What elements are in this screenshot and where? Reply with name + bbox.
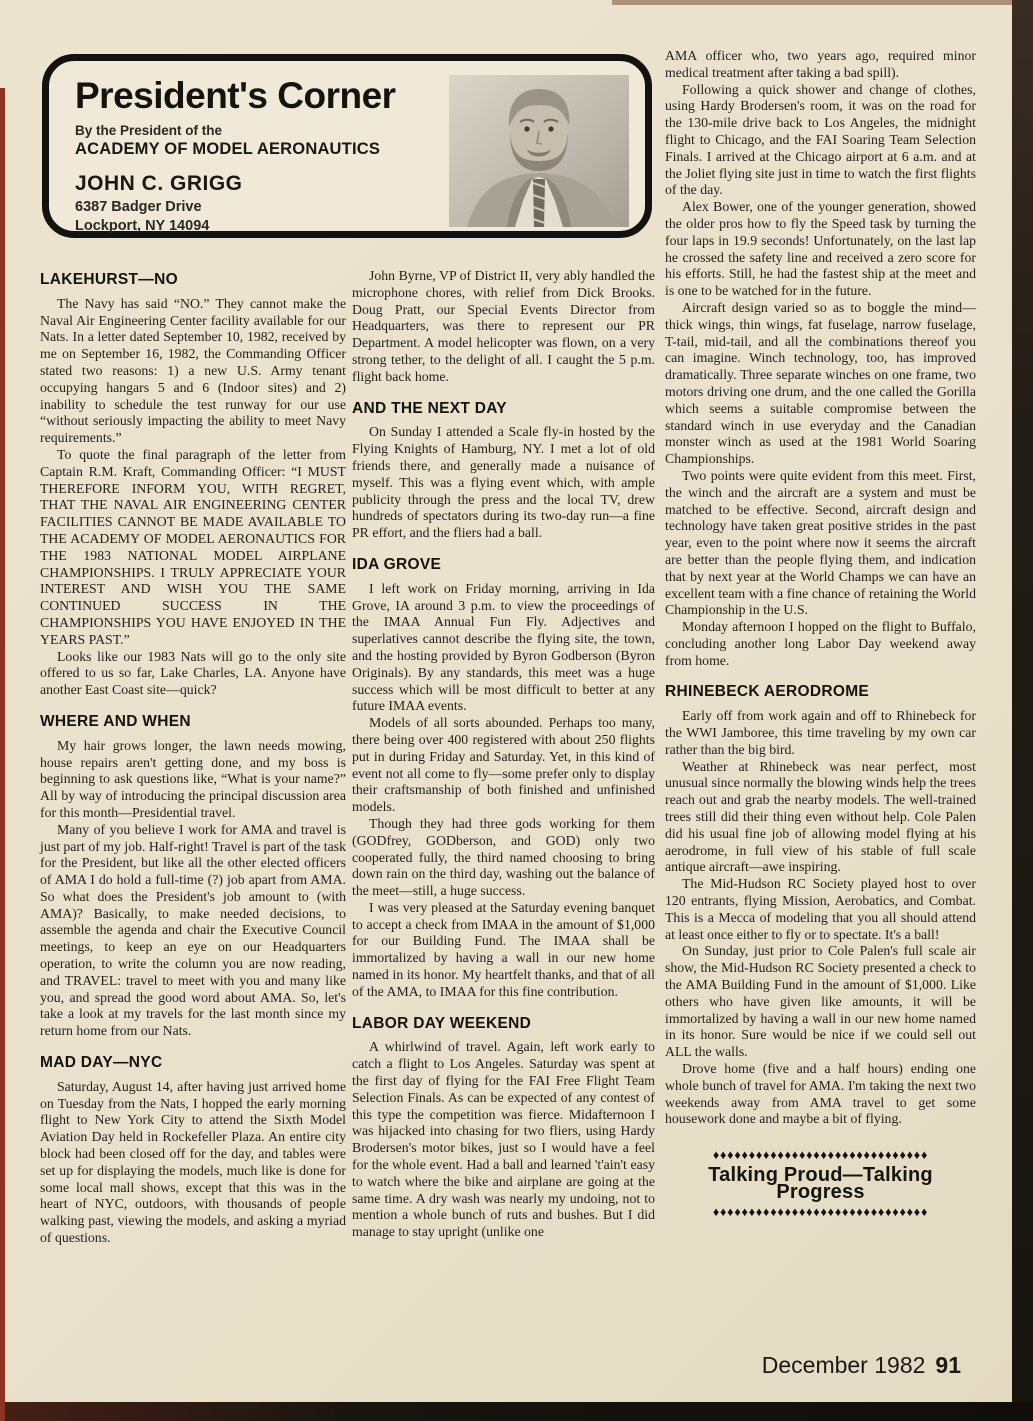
paragraph: John Byrne, VP of District II, very ably handled the microphone chores, with relief from Dick Brooks. Doug Pratt, our Special Events Director from Headquarters, was there to represent our PR Department. A model helicopter was flown, on a very strong tether, to the delight of all. I caught the 5 p.m. flight back home.	[352, 268, 655, 384]
diamond-separator-top: ♦♦♦♦♦♦♦♦♦♦♦♦♦♦♦♦♦♦♦♦♦♦♦♦♦♦♦♦♦♦	[712, 1148, 929, 1163]
slogan-block	[665, 1148, 976, 1219]
section-heading-and-the-next-day: AND THE NEXT DAY	[352, 399, 507, 417]
issue-date: December 1982	[761, 1352, 926, 1378]
page-number: 91	[935, 1352, 961, 1378]
section-heading-ida-grove: IDA GROVE	[352, 555, 442, 573]
paragraph: Early off from work again and off to Rhinebeck for the WWI Jamboree, this time traveling by my own car rather than the big bird.	[665, 708, 976, 757]
paragraph: I left work on Friday morning, arriving in Ida Grove, IA around 3 p.m. to view the proceedings of the IMAA Annual Fun Fly. Adjectives and superlatives cannot describe the flying site, the town, and the hosting provided by Byron Godberson (Byron Originals). By any standards, this meet was a huge success which will be most difficult to better at any future IMAA events.	[352, 580, 655, 714]
scan-edge-top	[612, 0, 1012, 5]
text-column-2	[352, 268, 655, 1241]
paragraph-continuation: AMA officer who, two years ago, required minor medical treatment after taking a bad spill).	[665, 48, 976, 80]
paragraph: The Mid-Hudson RC Society played host to over 120 entrants, flying Mission, Aerobatics, and Combat. This is a Mecca of modeling that you all should attend at least once either to fly or to spectate. It's a ball!	[665, 876, 976, 942]
scan-edge-bottom	[0, 1402, 1033, 1421]
paragraph: On Sunday, just prior to Cole Palen's full scale air show, the Mid-Hudson RC Society presented a check to the AMA Building Fund in the amount of $1,000. Like others who have given like amounts, it will be immortalized by having a wall in our new home named in its honor. Sure would be nice if we could sell out ALL the walls.	[665, 943, 976, 1060]
presidents-corner-masthead	[42, 54, 652, 238]
author-photo	[449, 75, 629, 227]
paragraph: Aircraft design varied so as to boggle the mind—thick wings, thin wings, fat fuselage, narrow fuselage, T-tail, mid-tail, and all the combinations thereof you can imagine. Winch technology, too, has improved dramatically. Three separate winches on one frame, two motors driving one drum, and the one called the Gorilla which seems a suitable compromise between the standard winch in use everyday and the Canadian monster winch as used at the 1981 World Soaring Championships.	[665, 299, 976, 467]
article-title: President's Corner	[75, 75, 396, 116]
scan-edge-right	[1012, 0, 1033, 1421]
scan-edge-left	[0, 88, 5, 1421]
paragraph: Drove home (five and a half hours) ending one whole bunch of travel for AMA. I'm taking the next two weekends away from AMA travel to get some housework done and maybe a bit of flying.	[665, 1061, 976, 1127]
paragraph: Weather at Rhinebeck was near perfect, most unusual since normally the blowing winds help the trees reach out and grab the nearby models. The well-trained trees still did their thing even without help. Cole Palen did his usual fine job of allowing model flying at his aerodrome, in full view of his stable of full scale antique aircraft—awe inspiring.	[665, 758, 976, 875]
section-heading-where-and-when: WHERE AND WHEN	[40, 712, 191, 730]
paragraph: On Sunday I attended a Scale fly-in hosted by the Flying Knights of Hamburg, NY. I met a lot of old friends there, and generally made a nuisance of myself. This was a flying event which, with ample publicity through the press and the local TV, drew hundreds of spectators during its two-day run—a fine PR effort, and the fliers had a ball.	[352, 424, 655, 541]
paragraph: Monday afternoon I hopped on the flight to Buffalo, concluding another long Labor Day weekend away from home.	[665, 619, 976, 668]
page-footer	[762, 1352, 961, 1379]
paragraph: My hair grows longer, the lawn needs mowing, house repairs aren't getting done, and my boss is beginning to ask questions like, “What is your name?” All by way of introducing the principal discussion area for this month—Presidential travel.	[40, 737, 346, 820]
section-heading-lakehurst: LAKEHURST—NO	[40, 271, 178, 288]
byline-line1: By the President of the	[75, 123, 223, 138]
paragraph: Many of you believe I work for AMA and travel is just part of my job. Half-right! Travel is part of the task for the President, but like all the other elected officers of AMA I do hold a full-time (?) job apart from AMA. So what does the President's job amount to (with AMA)? Basically, to make needed decisions, to assemble the agenda and chair the Executive Council meetings, to keep an eye on our Headquarters operation, to write the column you are now reading, and TRAVEL: travel to meet with you and many like you, and spread the good word about AMA. So, let's take a look at my travels for the last month since my return home from our Nats.	[40, 821, 346, 1039]
paragraph: The Navy has said “NO.” They cannot make the Naval Air Engineering Center facility available for our Nats. In a letter dated September 10, 1982, received by me on September 16, 1982, the Commanding Officer stated two reasons: 1) a new U.S. Army tenant occupying hangars 5 and 6 (Indoor sites) and 2) inability to schedule the test runway for our use “without seriously impacting the ability to meet Navy requirements.”	[40, 295, 346, 446]
paragraph: Models of all sorts abounded. Perhaps too many, there being over 400 registered with about 250 flights put in during Friday and Saturday. Yet, in this kind of event not all come to fly—some prefer only to display their craftsmanship of both finished and unfinished models.	[352, 715, 655, 815]
paragraph: Following a quick shower and change of clothes, using Hardy Brodersen's room, it was on the road for the 130-mile drive back to Los Angeles, the midnight flight to Chicago, and the FAI Soaring Team Selection Finals. I arrived at the Chicago airport at 6 a.m. and at the Joliet flying site just in time to watch the first flights of the day.	[665, 81, 976, 198]
text-column-1	[40, 268, 346, 1247]
text-column-3	[665, 48, 976, 1219]
byline-line2: ACADEMY OF MODEL AERONAUTICS	[75, 140, 381, 158]
paragraph: Two points were quite evident from this meet. First, the winch and the aircraft are a system and must be matched to be effective. Second, aircraft design and technology have taken great positive strides in the past year, even to the point where now it seems the aircraft are better than the people flying them, and indication that by next year at the World Champs we can have an excellent team with a fine chance of retaining the World Championship in the U.S.	[665, 467, 976, 618]
author-address2: Lockport, NY 14094	[75, 218, 210, 234]
paragraph: I was very pleased at the Saturday evening banquet to accept a check from IMAA in the amount of $1,000 for our Building Fund. The IMAA shall be immortalized by having a wall in our new home named in its honor. My heartfelt thanks, and that of all of the AMA, to IMAA for this fine contribution.	[352, 899, 655, 999]
section-heading-rhinebeck-aerodrome: RHINEBECK AERODROME	[665, 683, 870, 701]
paragraph: Though they had three gods working for them (GODfrey, GODberson, and GOD) only two cooperated fully, the third named choosing to bring down rain on the third day, washing out the balance of the meet—still, a huge success.	[352, 815, 655, 899]
paragraph: Saturday, August 14, after having just arrived home on Tuesday from the Nats, I hopped the early morning flight to New York City to attend the Sixth Model Aviation Day held in Rockefeller Plaza. An entire city block had been closed off for the day, and tables were set up for displaying the models, much like is done for some local mall shows, except that this was in the heart of NYC, outdoors, with thousands of people walking past, viewing the models, and asking a myriad of questions.	[40, 1078, 346, 1246]
section-heading-labor-day-weekend: LABOR DAY WEEKEND	[352, 1014, 532, 1032]
section-heading-mad-day-nyc: MAD DAY—NYC	[40, 1054, 163, 1072]
paragraph: Looks like our 1983 Nats will go to the only site offered to us so far, Lake Charles, LA. Anyone have another East Coast site—quick?	[40, 648, 346, 698]
paragraph: To quote the final paragraph of the letter from Captain R.M. Kraft, Commanding Officer: “I MUST THEREFORE INFORM YOU, WITH REGRET, THAT THE NAVAL AIR ENGINEERING CENTER FACILITIES CANNOT BE MADE AVAILABLE TO THE ACADEMY OF MODEL AERONAUTICS FOR THE 1983 NATIONAL MODEL AIRPLANE CHAMPIONSHIPS. I TRULY APPRECIATE YOUR INTEREST AND WISH YOU THE SAME CONTINUED SUCCESS IN THE CHAMPIONSHIPS YOU HAVE ENJOYED IN THE YEARS PAST.”	[40, 446, 346, 647]
paragraph: A whirlwind of travel. Again, left work early to catch a flight to Los Angeles. Saturday was spent at the first day of flying for the FAI Free Flight Team Selection Finals. As can be expected of any contest of this type the competition was fierce. Midafternoon I was hijacked into chasing for two fliers, using Hardy Brodersen's motor bikes, just so I would have a feel for the whole event. Had a ball and learned 't'ain't easy to watch where the bike and airplane are going at the same time. A dry wash was nearly my undoing, not to mention a whole bunch of ruts and bushes. But I did manage to stay upright (unlike one	[352, 1039, 655, 1240]
paragraph: Alex Bower, one of the younger generation, showed the older pros how to fly the Speed task by turning the four laps in 19.9 seconds! Unfortunately, on the last lap he crossed the safety line and received a zero score for his efforts. Still, he had the fastest ship at the meet and is one to be watched for in the future.	[665, 199, 976, 299]
diamond-separator-bottom: ♦♦♦♦♦♦♦♦♦♦♦♦♦♦♦♦♦♦♦♦♦♦♦♦♦♦♦♦♦♦	[712, 1204, 929, 1219]
slogan-text: Talking Proud—Talking Progress	[708, 1164, 933, 1203]
author-name: JOHN C. GRIGG	[75, 172, 243, 195]
author-address1: 6387 Badger Drive	[75, 199, 202, 215]
